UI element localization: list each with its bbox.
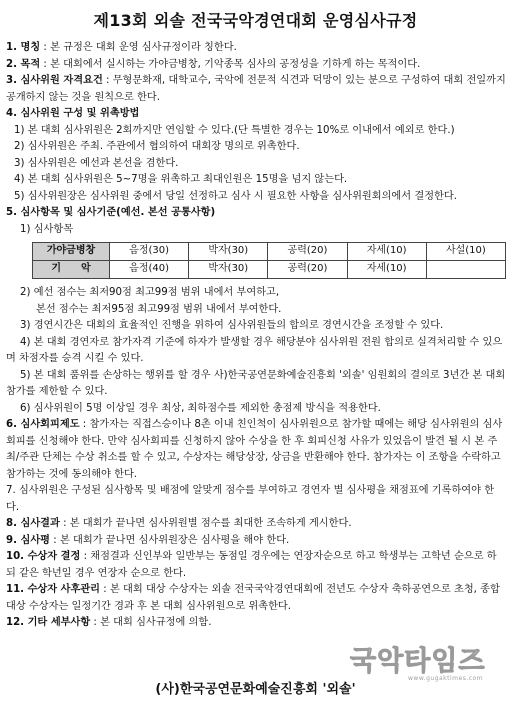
table-row [33, 261, 506, 279]
section-2-text: : 본 대회에서 실시하는 가야금병창, 기악종목 심사의 공정성을 기하게 하는 목적이다. [40, 58, 421, 70]
section-10-text: : 채점결과 신인부와 일반부는 동점일 경우에는 연장자순으로 하고 학생부는 고학년 순으로 하되 같은 학년일 경우 연장자 순으로 한다. [6, 551, 497, 579]
table-cell: 박자(30) [189, 243, 268, 261]
section-12 [6, 615, 506, 632]
document-footer: (사)한국공연문화예술진흥회 '외솔' [155, 682, 356, 697]
table-row-label: 기 악 [33, 261, 110, 279]
section-1-text: : 본 규정은 대회 운영 심사규정이라 칭한다. [40, 42, 237, 53]
section-5-subitem: 3) 경연시간은 대회의 효율적인 진행을 위하여 심사위원들의 합의로 경연시간을 조정할 수 있다. [20, 320, 444, 331]
section-6-heading: 6. 심사회피제도 [6, 419, 80, 430]
section-5-subitem [6, 335, 506, 368]
section-12-heading: 12. 기타 세부사항 [6, 617, 91, 628]
section-10-heading: 10. 수상자 결정 [6, 551, 81, 562]
section-4-item: 2) 심사위원은 주최. 주관에서 협의하여 대회장 명의로 위촉한다. [14, 141, 300, 152]
section-4-item: 1) 본 대회 심사위원은 2회까지만 연임할 수 있다.(단 특별한 경우는 10%로 이내에서 예외로 한다.) [14, 124, 455, 136]
section-5-subitem [6, 368, 506, 401]
section-4-item: 3) 심사위원은 예선과 본선을 겸한다. [14, 157, 179, 169]
section-4-item: 4) 본 대회 심사위원은 5~7명을 위촉하고 최대인원은 15명을 넘지 않는다. [14, 174, 348, 185]
section-5-subitem-cont: 본선 점수는 최저95점 최고99점 범위 내에서 부여한다. [36, 303, 282, 315]
section-5-subitem: 2) 예선 점수는 최저90점 최고99점 범위 내에서 부여하고, [20, 287, 280, 298]
table-cell [426, 261, 505, 279]
table-cell: 음정(30) [110, 243, 189, 261]
section-7: 7. 심사위원은 구성된 심사항목 및 배점에 알맞게 점수를 부여하고 경연자 별 심사평을 채점표에 기록하여야 한다. [6, 485, 495, 513]
document-body [6, 40, 506, 632]
section-9 [6, 533, 506, 550]
table-cell: 자세(10) [347, 243, 426, 261]
section-5-subitem-text: 5) 본 대회 품위를 손상하는 행위를 할 경우 사)한국공연문화예술진흥회 '외솔' 임원회의 결의로 3년간 본 대회 참가를 제한할 수 있다. [6, 369, 506, 397]
section-3-heading: 3. 심사위원 자격요건 [6, 75, 103, 86]
section-2-heading: 2. 목적 [6, 58, 41, 70]
section-5 [6, 205, 506, 222]
table-row [33, 243, 506, 261]
section-6-text: : 참가자는 직접스승이나 8촌 이내 친인척이 심사위원으로 참가할 때에는 해당 심사위원의 심사회피를 신청해야 한다. 만약 심사회피를 신청하지 않아 수상을 한 후 회피신청 사유가 있었음이 발견 될 시 본 주최/주관 단체는 수상 취소를 할 수 있고, 수상자는 해당상장, 상금을 반환해야 한다. 참가자는 이 조항을 수락하고 참가하는 것에 동의해야 한다. [6, 419, 503, 480]
watermark-text: 국악타임즈 [350, 646, 486, 677]
section-5-subitem: 6) 심사위원이 5명 이상일 경우 최상, 최하점수를 제외한 총점제 방식을 적용한다. [20, 402, 381, 414]
section-11 [6, 582, 506, 615]
section-3-text: : 무형문화재, 대학교수, 국악에 전문적 식견과 덕망이 있는 분으로 구성하여 대회 전일까지 공개하지 않는 것을 원칙으로 한다. [6, 75, 506, 103]
section-6 [6, 417, 506, 483]
section-5-heading: 5. 심사항목 및 심사기준(예선. 본선 공통사항) [6, 207, 216, 218]
section-3 [6, 73, 506, 106]
section-8-heading: 8. 심사결과 [6, 518, 60, 529]
section-1 [6, 40, 506, 57]
section-4-heading: 4. 심사위원 구성 및 위촉방법 [6, 108, 140, 119]
table-row-label: 가야금병창 [33, 243, 110, 261]
section-9-heading: 9. 심사평 [6, 534, 51, 546]
section-4 [6, 106, 506, 123]
scoring-table [32, 242, 506, 279]
watermark-url: www.gugaktimes.com [408, 675, 484, 682]
section-5-subitem-text: 4) 본 대회 경연자로 참가자격 기준에 하자가 발생할 경우 해당분야 심사위원 전원 합의로 실격처리할 수 있으며 차점자를 승격 시킬 수 있다. [6, 336, 503, 364]
section-11-text: : 본 대회 대상 수상자는 외솔 전국국악경연대회에 전년도 수상자 축하공연으로 초청, 종합대상 수상자는 일정기간 경과 후 본 대회 심사위원으로 위촉한다. [6, 584, 500, 612]
section-1-heading: 1. 명칭 [6, 42, 41, 53]
section-4-item: 5) 심사위원장은 심사위원 중에서 당일 선정하고 심사 시 필요한 사항을 심사위원회의에서 결정한다. [14, 190, 457, 202]
section-5-subitem: 1) 심사항목 [20, 223, 74, 235]
table-cell: 사설(10) [426, 243, 505, 261]
section-12-text: : 본 대회 심사규정에 의함. [90, 617, 212, 628]
table-cell: 공력(20) [268, 243, 347, 261]
section-9-text: : 본 대회가 끝나면 심사위원장은 심사평을 해야 한다. [50, 534, 290, 546]
table-cell: 음정(40) [110, 261, 189, 279]
section-8-text: : 본 대회가 끝나면 심사위원별 점수를 최대한 조속하게 게시한다. [59, 518, 352, 529]
section-8 [6, 516, 506, 533]
document-title: 제13회 외솔 전국국악경연대회 운영심사규정 [93, 11, 418, 30]
table-cell: 자세(10) [347, 261, 426, 279]
section-10 [6, 549, 506, 582]
table-cell: 공력(20) [268, 261, 347, 279]
table-cell: 박자(30) [189, 261, 268, 279]
section-2 [6, 57, 506, 74]
section-11-heading: 11. 수상자 사후관리 [6, 584, 101, 595]
